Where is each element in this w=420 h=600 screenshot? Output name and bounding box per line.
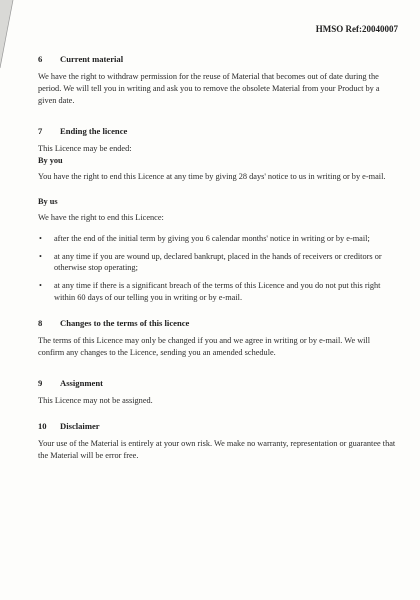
section-7-intro: This Licence may be ended: [38, 144, 132, 154]
section-title: Disclaimer [60, 421, 100, 432]
section-7-heading [38, 126, 398, 136]
list-item: • after the end of the initial term by giving you 6 calendar months' notice in writing or by e-mail; [39, 233, 370, 243]
by-us-intro: We have the right to end this Licence: [38, 212, 164, 222]
section-title: Current material [60, 54, 124, 64]
section-8-heading [38, 318, 398, 328]
section-number: 10 [38, 421, 47, 432]
list-item: • at any time if there is a significant breach of the terms of this Licence and you do not put this right within 60 days of our telling you in writing or by e-mail. [39, 281, 381, 302]
section-number: 6 [38, 54, 43, 64]
section-10-body: Your use of the Material is entirely at your own risk. We make no warranty, representation or guarantee that the Material will be error free. [38, 439, 396, 460]
section-number: 8 [38, 317, 43, 328]
section-9-body: This Licence may not be assigned. [38, 396, 153, 406]
by-us-subheading: By us [38, 196, 58, 206]
section-title: Changes to the terms of this licence [60, 317, 190, 328]
list-item: • at any time if you are wound up, declared bankrupt, placed in the hands of receivers or creditors or otherwise stop operating; [39, 251, 382, 273]
section-title: Assignment [60, 378, 103, 389]
document-reference: HMSO Ref:20040007 [315, 24, 398, 34]
scan-corner-fold [0, 0, 14, 70]
section-9-heading [38, 378, 398, 388]
by-you-subheading: By you [38, 156, 63, 166]
section-10-heading [38, 421, 398, 431]
by-you-text: You have the right to end this Licence at any time by giving 28 days' notice to us in writing or by e-mail. [38, 172, 386, 182]
section-8-body: The terms of this Licence may only be changed if you and we agree in writing or by e-mail. We will confirm any changes to the Licence, sending you an amended schedule. [38, 335, 371, 357]
licence-document [38, 54, 398, 468]
section-number: 9 [38, 378, 43, 389]
termination-list [38, 233, 398, 304]
section-title: Ending the licence [60, 126, 128, 137]
section-6-body: We have the right to withdraw permission for the reuse of Material that becomes out of date during the period. We will tell you in writing and ask you to remove the obsolete Material from your Product by a given date. [38, 72, 380, 105]
section-number: 7 [38, 126, 43, 137]
section-6-heading [38, 54, 398, 64]
